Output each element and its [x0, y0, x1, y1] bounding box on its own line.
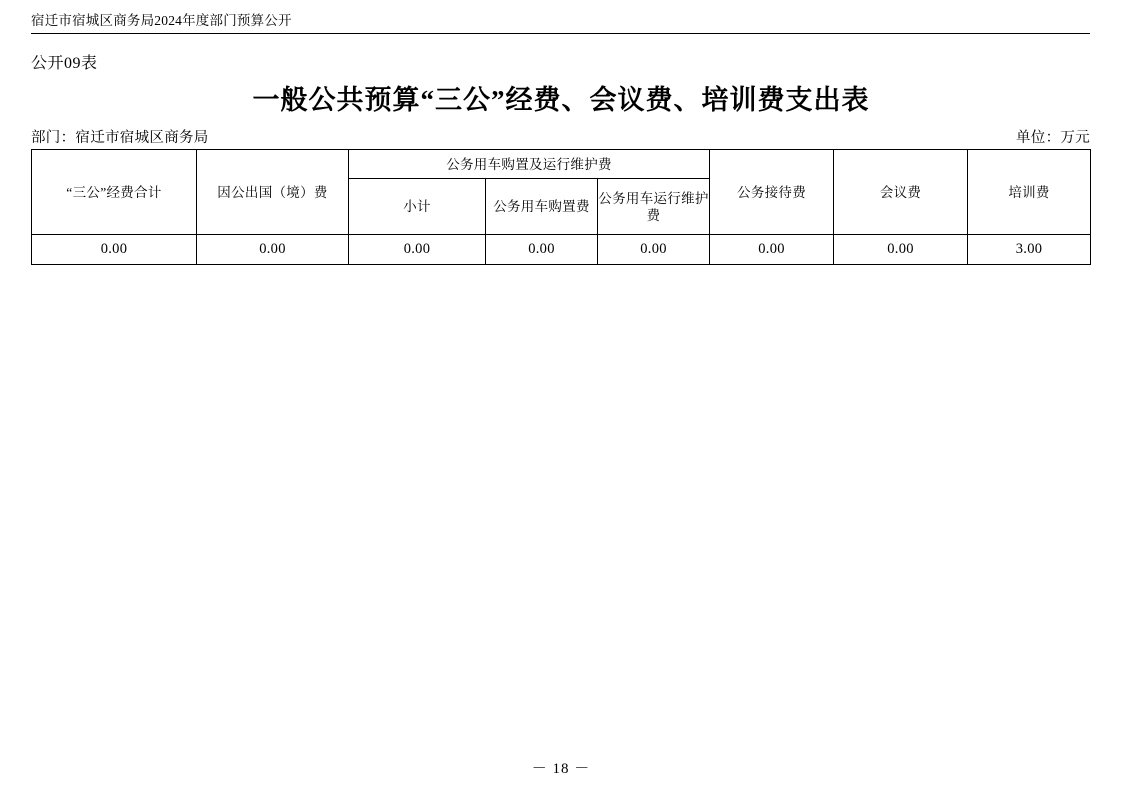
cell-vehicle-maintenance: 0.00 — [598, 235, 710, 265]
header-vehicle-maintenance: 公务用车运行维护费 — [598, 179, 710, 235]
page-title: 一般公共预算“三公”经费、会议费、培训费支出表 — [252, 85, 870, 115]
meta-row — [31, 126, 1090, 147]
header-abroad: 因公出国（境）费 — [197, 150, 349, 235]
header-vehicle-group: 公务用车购置及运行维护费 — [349, 150, 710, 179]
budget-table-container — [31, 149, 1091, 265]
cell-meeting: 0.00 — [834, 235, 968, 265]
cell-hospitality: 0.00 — [710, 235, 834, 265]
cell-total: 0.00 — [32, 235, 197, 265]
cell-vehicle-purchase: 0.00 — [486, 235, 598, 265]
header-vehicle-purchase: 公务用车购置费 — [486, 179, 598, 235]
header-meeting: 会议费 — [834, 150, 968, 235]
running-header-text: 宿迁市宿城区商务局2024年度部门预算公开 — [31, 13, 292, 28]
table-row — [32, 235, 1091, 265]
cell-abroad: 0.00 — [197, 235, 349, 265]
form-number: 公开09表 — [31, 55, 98, 72]
department-label: 部门：宿迁市宿城区商务局 — [31, 130, 209, 146]
header-divider — [31, 33, 1090, 34]
running-header — [31, 12, 1091, 34]
budget-table — [31, 149, 1091, 265]
unit-label: 单位：万元 — [1016, 130, 1090, 146]
header-training: 培训费 — [968, 150, 1091, 235]
header-hospitality: 公务接待费 — [710, 150, 834, 235]
cell-training: 3.00 — [968, 235, 1091, 265]
page-number: － 18 － — [531, 761, 591, 777]
header-vehicle-subtotal: 小计 — [349, 179, 486, 235]
table-header-row-1 — [32, 150, 1091, 179]
cell-vehicle-subtotal: 0.00 — [349, 235, 486, 265]
header-total: “三公”经费合计 — [32, 150, 197, 235]
